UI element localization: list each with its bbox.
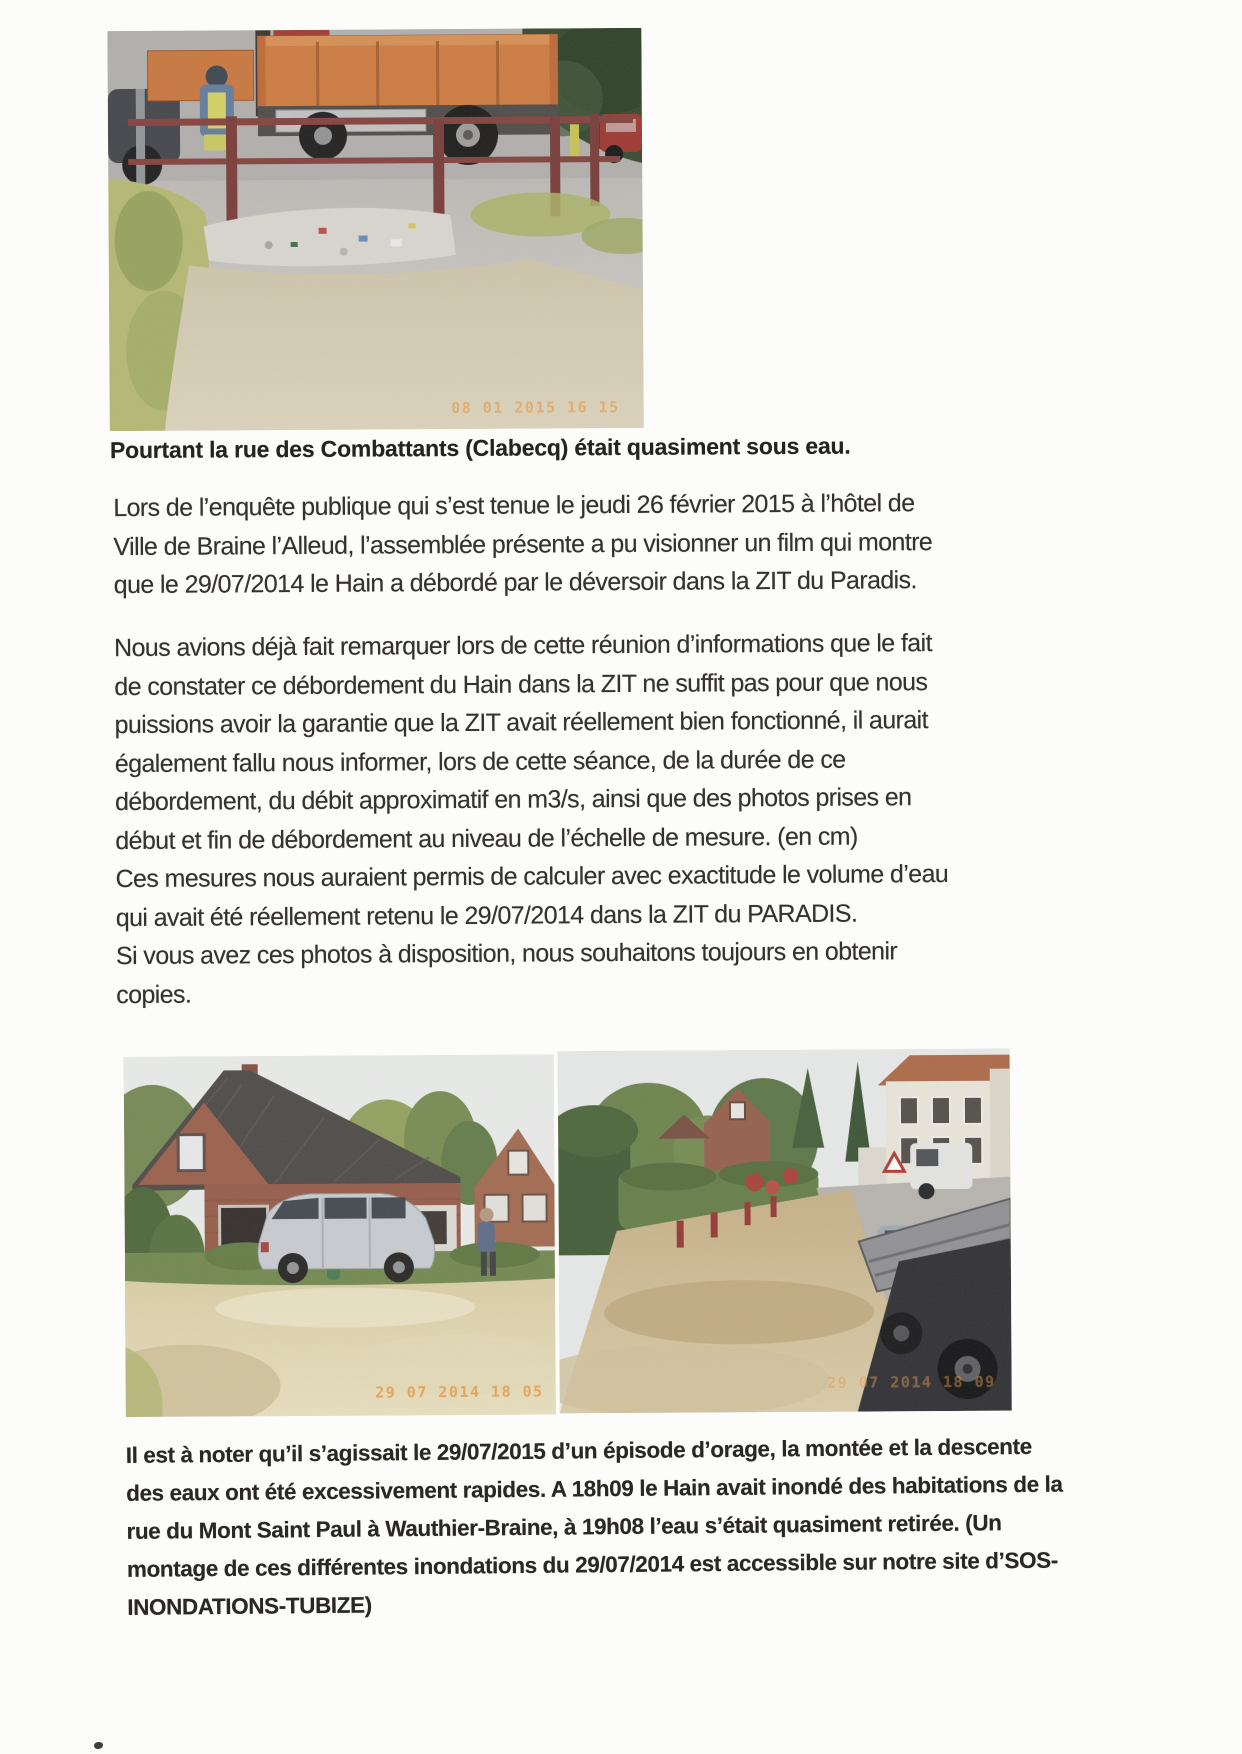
scan-grain <box>124 1054 556 1417</box>
paragraph-public-inquiry: Lors de l’enquête publique qui s’est tenue le jeudi 26 février 2015 à l’hôtel de Ville de Braine l’Alleud, l’assemblée présente a pu visionner un film qui montre que le 29/07/2014 le Hain a débordé par le déversoir dans la ZIT du Paradis. <box>113 489 933 600</box>
photo-flooded-street-clabecq <box>107 28 643 431</box>
photo-bottom-right-scene <box>558 1049 1012 1414</box>
photo-flooded-house-minivan <box>124 1054 556 1417</box>
paragraph-storm-note: Il est à noter qu’il s’agissait le 29/07/2015 d’un épisode d’orage, la montée et la descente des eaux ont été excessivement rapides. A 18h09 le Hain avait inondé des habitations de la rue du Mont Saint Paul à Wauthier-Braine, à 19h08 l’eau s’était quasiment retirée. (Un montage de ces différentes inondations du 29/07/2014 est accessible sur notre site d’SOS- INONDATIONS-TUBIZE) <box>125 1433 1063 1620</box>
photo-caption: Pourtant la rue des Combattants (Clabecq) était quasiment sous eau. <box>109 432 851 464</box>
photo-top-scene <box>107 28 643 431</box>
photo-flooded-road-vehicles <box>558 1049 1012 1414</box>
photo-timestamp: 29 07 2014 18 09 <box>827 1372 996 1392</box>
photo-bottom-left-scene <box>124 1054 556 1417</box>
photo-timestamp: 08 01 2015 16 15 <box>451 398 620 418</box>
photo-timestamp: 29 07 2014 18 05 <box>375 1382 544 1402</box>
paragraph-remarks: Nous avions déjà fait remarquer lors de cette réunion d’informations que le fait de constater ce débordement du Hain dans la ZIT ne suffit pas pour que nous puissions avoir la garantie que la ZIT avait réellement bien fonctionné, il aurait également fallu nous informer, lors de cette séance, de la durée de ce débordement, du débit approximatif en m3/s, ainsi que des photos prises en début et fin de débordement au niveau de l’échelle de mesure. (en cm) Ces mesures nous auraient permis de calculer avec exactitude le volume d’eau qui avait été réellement retenu le 29/07/2014 dans la ZIT du PARADIS. Si vous avez ces photos à disposition, nous souhaitons toujours en obtenir copies. <box>114 629 949 1009</box>
scan-grain <box>107 28 643 431</box>
scan-grain <box>558 1049 1012 1414</box>
